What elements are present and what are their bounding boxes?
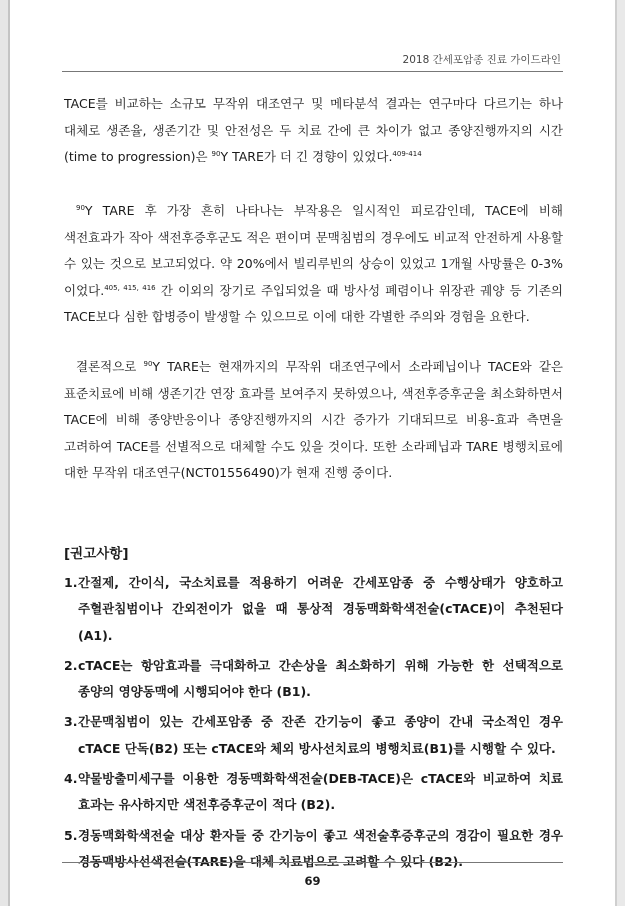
recommendation-text: 약물방출미세구를 이용한 경동맥화학색전술(DEB-TACE)은 cTACE와 비교하여 치료 효과는 유사하지만 색전후증후군이 적다 (B2). bbox=[78, 771, 563, 813]
page-number: 69 bbox=[304, 874, 321, 888]
isotope-superscript: 90 bbox=[76, 203, 85, 212]
header-rule bbox=[62, 71, 563, 72]
isotope-superscript: 90 bbox=[211, 149, 221, 158]
recommendation-text: 간절제, 간이식, 국소치료를 적용하기 어려운 간세포암종 중 수행상태가 양호하고 주혈관침범이나 간외전이가 없을 때 통상적 경동맥화학색전술(cTACE)이 추천된다 (A1). bbox=[78, 575, 563, 643]
paragraph-3-text: Y TARE는 현재까지의 무작위 대조연구에서 소라페닙이나 TACE와 같은 표준치료에 비해 생존기간 연장 효과를 보여주지 못하였으나, 색전후증후군을 최소화하면서 TACE에 비해 종양반응이나 종양진행까지의 시간 증가가 기대되므로 비용-효과 측면을 고려하여 TACE를 선별적으로 대체할 수도 있을 것이다. 또한 소라페닙과 TARE 병행치료에 대한 무작위 대조연구(NCT01556490)가 현재 진행 중이다. bbox=[64, 359, 563, 480]
recommendation-text: cTACE는 항암효과를 극대화하고 간손상을 최소화하기 위해 가능한 한 선택적으로 종양의 영양동맥에 시행되어야 한다 (B1). bbox=[78, 657, 563, 700]
recommendation-number: 1. bbox=[64, 575, 78, 590]
page-edge-left bbox=[0, 0, 8, 906]
recommendation-item bbox=[64, 709, 563, 762]
paragraph-3 bbox=[64, 354, 563, 487]
recommendation-number: 4. bbox=[64, 771, 78, 787]
paragraph-2-text-a: Y TARE 후 가장 흔히 나타나는 부작용은 일시적인 피로감인데, TACE에 비해 색전효과가 작아 색전후증후군도 적은 편이며 문맥침범의 경우에도 비교적 안전하게 사용할 수 있는 것으로 보고되었다. 약 20%에서 빌리루빈의 상승이 있었고 1개월 사망률은 0-3%이었다. bbox=[64, 203, 563, 298]
paragraph-1 bbox=[64, 91, 563, 171]
recommendations-list bbox=[64, 570, 563, 879]
recommendation-item bbox=[64, 570, 563, 649]
recommendation-number: 2. bbox=[64, 657, 78, 673]
recommendation-text: 경동맥화학색전술 대상 환자들 중 간기능이 좋고 색전술후증후군의 경감이 필요한 경우 경동맥방사선색전술(TARE)을 대체 치료법으로 고려할 수 있다 (B2). bbox=[78, 827, 563, 869]
reference-superscript: 409-414 bbox=[392, 149, 422, 158]
isotope-superscript: 90 bbox=[143, 359, 153, 368]
recommendation-number: 3. bbox=[64, 714, 78, 730]
recommendation-item bbox=[64, 766, 563, 819]
page-edge-left-line bbox=[8, 0, 10, 906]
recommendation-number: 5. bbox=[64, 827, 78, 843]
paragraph-1-text: TACE를 비교하는 소규모 무작위 대조연구 및 메타분석 결과는 연구마다 다르기는 하나 대체로 생존율, 생존기간 및 안전성은 두 치료 간에 큰 차이가 없고 종양진행까지의 시간(time to progression)은 bbox=[64, 96, 563, 164]
paragraph-2 bbox=[64, 198, 563, 331]
recommendation-item bbox=[64, 823, 563, 876]
recommendation-text: 간문맥침범이 있는 간세포암종 중 잔존 간기능이 좋고 종양이 간내 국소적인 경우 cTACE 단독(B2) 또는 cTACE와 체외 방사선치료의 병행치료(B1)를 시행할 수 있다. bbox=[78, 714, 563, 756]
recommendations-title: [권고사항] bbox=[64, 546, 129, 562]
recommendation-item bbox=[64, 653, 563, 706]
reference-superscript: 405, 415, 416 bbox=[104, 283, 156, 292]
footer-rule bbox=[62, 862, 563, 863]
paragraph-2-text-b: 간 이외의 장기로 주입되었을 때 방사성 폐렴이나 위장관 궤양 등 기존의 TACE보다 심한 합병증이 발생할 수 있으므로 이에 대한 각별한 주의와 경험을 요한다. bbox=[64, 282, 563, 324]
running-header: 2018 간세포암종 진료 가이드라인 bbox=[402, 54, 561, 66]
paragraph-3-lead: 결론적으로 bbox=[76, 359, 144, 374]
page-edge-right bbox=[617, 0, 625, 906]
paragraph-1-tail: Y TARE가 더 긴 경향이 있었다. bbox=[220, 149, 393, 164]
